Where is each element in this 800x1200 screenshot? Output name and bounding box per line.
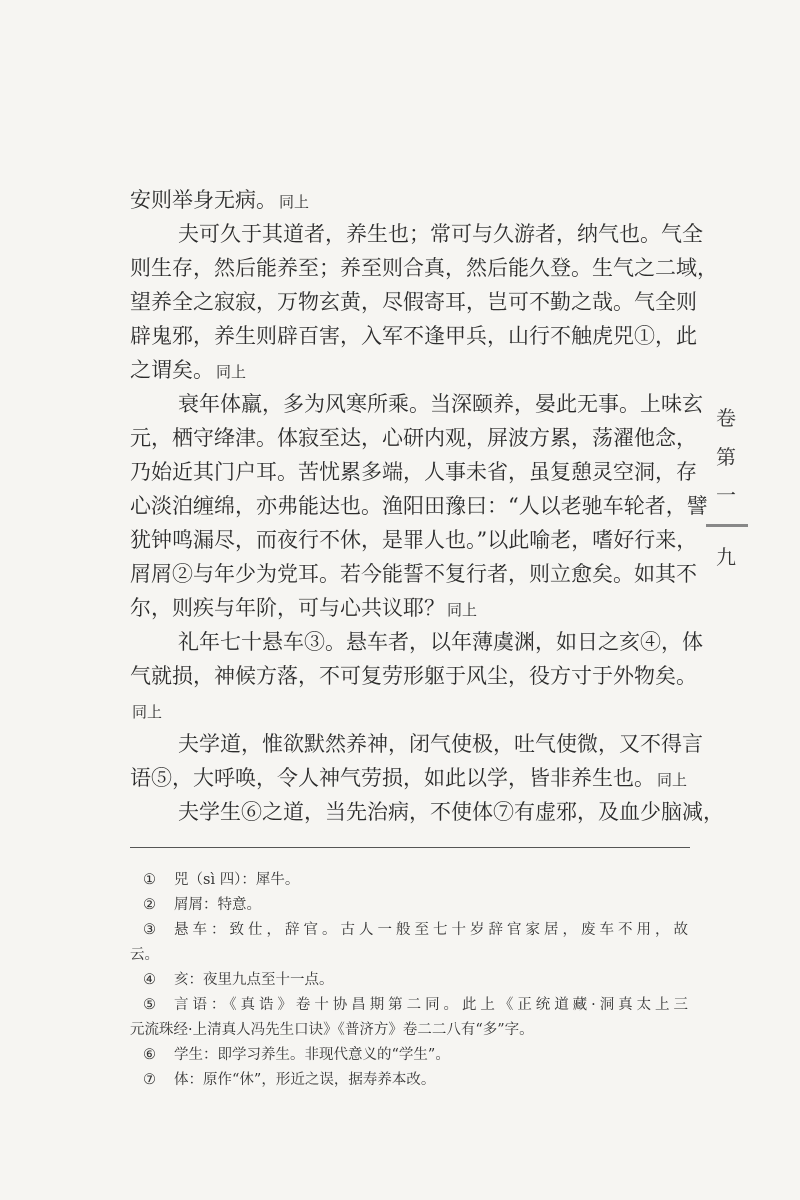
line-text: 夫学道，惟欲默然养神，闭气使极，吐气使微，又不得言 [178,732,703,756]
footnote-marker: ② [143,897,156,913]
text-line [130,659,697,693]
text-line [130,523,698,557]
text-line [130,761,688,795]
text-line [130,285,697,319]
footnote-text: 云。 [130,947,159,963]
footnote-text: 体：原作“休”，形近之误，据寿养本改。 [174,1072,436,1088]
text-line [130,693,688,727]
text-line [130,591,688,625]
line-text: 气就损，神候方落，不可复劳形躯于风尘，役方寸于外物矣。 [130,664,697,688]
source-citation: 同上 [279,193,310,211]
source-citation: 同上 [657,771,688,789]
line-text: 衰年体羸，多为风寒所乘。当深颐养，晏此无事。上味玄 [178,392,703,416]
line-text: 屑屑②与年少为党耳。若今能誓不复行者，则立愈矣。如其不 [130,562,697,586]
line-text: 夫学生⑥之道，当先治病，不使体⑦有虚邪，及血少脑减， [178,800,724,824]
line-text: 夫可久于其道者，养生也；常可与久游者，纳气也。气全 [178,222,703,246]
text-line [130,455,697,489]
line-text: 心淡泊缠绵，亦弗能达也。渔阳田豫曰：“人以老驰车轮者，譬 [130,494,708,518]
footnote-text: 兕（sì 四）：犀牛。 [174,872,300,888]
text-line [130,353,688,387]
footnote-marker: ⑦ [143,1072,156,1088]
line-text: 辟鬼邪，养生则辟百害，入军不逢甲兵，山行不触虎兕①，此 [130,324,697,348]
text-line [178,217,703,251]
footnote-text: 元流珠经·上清真人冯先生口诀》《普济方》卷二二八有“多”字。 [130,1022,534,1038]
footnote-marker: ③ [143,922,156,938]
text-line [178,795,724,829]
line-text: 乃始近其门户耳。苦忧累多端，人事未省，虽复憩灵空洞，存 [130,460,697,484]
text-line [130,557,697,591]
text-line [130,421,697,455]
line-text: 安则举身无病。 [130,188,277,212]
chapter-label-char: 卷 [716,406,736,430]
text-line [178,387,703,421]
footnote-text: 言语：《真诰》卷十协昌期第二同。此上《正统道藏·洞真太上三 [174,997,688,1013]
footnote-divider [130,847,690,848]
footnote-text: 亥：夜里九点至十一点。 [174,972,334,988]
text-line [130,251,718,285]
footnote-marker: ① [143,872,156,888]
page-number: 九 [716,545,736,569]
source-citation: 同上 [132,703,163,721]
text-line [130,319,697,353]
line-text: 则生存，然后能养至；养至则合真，然后能久登。生气之二域， [130,256,718,280]
footnote-marker: ④ [143,972,156,988]
text-line [178,625,703,659]
text-line [130,183,688,217]
source-citation: 同上 [216,363,247,381]
footnote-text: 悬车：致仕，辞官。古人一般至七十岁辞官家居，废车不用，故 [174,922,688,938]
line-text: 语⑤，大呼唤，令人神气劳损，如此以学，皆非养生也。 [130,766,655,790]
source-citation: 同上 [447,601,478,619]
chapter-label-char: 一 [716,483,736,507]
line-text: 尔，则疾与年阶，可与心共议耶？ [130,596,445,620]
line-text: 礼年七十悬车③。悬车者，以年薄虞渊，如日之亥④，体 [178,630,703,654]
text-line [130,489,708,523]
line-text: 望养全之寂寂，万物玄黄，尽假寄耳，岂可不勤之哉。气全则 [130,290,697,314]
footnote-marker: ⑤ [143,997,156,1013]
line-text: 犹钟鸣漏尽，而夜行不休，是罪人也。”以此喻老，嗜好行来， [130,528,698,552]
footnote-text: 屑屑：特意。 [174,897,261,913]
line-text: 元，栖守绛津。体寂至达，心研内观，屏波方累，荡濯他念， [130,426,697,450]
line-text: 之谓矣。 [130,358,214,382]
side-divider [706,524,748,527]
footnote-marker: ⑥ [143,1047,156,1063]
chapter-label-char: 第 [716,445,736,469]
text-line [178,727,703,761]
footnote-text: 学生：即学习养生。非现代意义的“学生”。 [174,1047,450,1063]
